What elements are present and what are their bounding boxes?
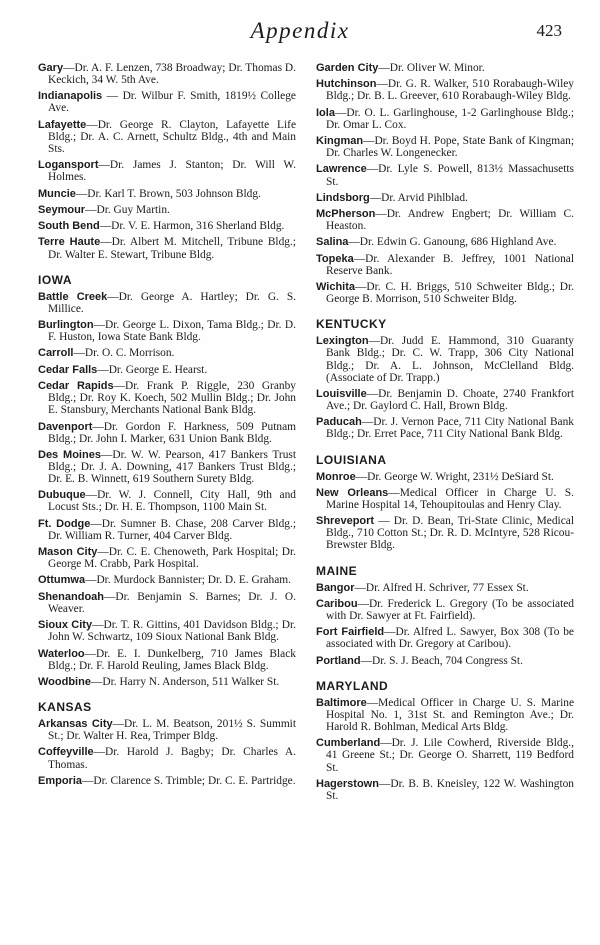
city-name: Lindsborg	[316, 191, 370, 204]
entry-details: —Dr. George E. Hearst.	[97, 363, 208, 376]
directory-entry	[38, 220, 296, 232]
state-heading: KENTUCKY	[316, 317, 387, 332]
page-number: 423	[536, 21, 562, 40]
entry-details: —Dr. Oliver W. Minor.	[378, 62, 485, 74]
entry-details: —Dr. James J. Stanton; Dr. Will W. Holmes.	[48, 159, 296, 184]
city-name: Garden City	[316, 62, 379, 74]
city-name: Indianapolis	[38, 90, 103, 103]
city-name: Kingman	[316, 135, 364, 148]
entry-details: —Dr. George R. Clayton, Lafayette Life Bldg.; Dr. A. C. Arnett, Schultz Bldg., 4th and Main Sts.	[48, 118, 296, 155]
entry-details: —Dr. W. W. Pearson, 417 Bankers Trust Bldg.; Dr. J. A. Downing, 417 Bankers Trust Bldg.; Dr. E. B. Winnett, 619 Southern Surety Bldg.	[48, 448, 296, 486]
directory-entry	[38, 718, 296, 742]
city-name: Dubuque	[38, 489, 86, 502]
directory-entry	[38, 188, 296, 200]
directory-entry	[316, 281, 574, 305]
directory-entry	[38, 449, 296, 485]
directory-entry	[316, 515, 574, 551]
city-name: Carroll	[38, 347, 74, 360]
state-heading: MARYLAND	[316, 678, 389, 693]
directory-entry	[38, 546, 296, 570]
city-name: Shenandoah	[38, 590, 105, 603]
entry-details: —Dr. Lyle S. Powell, 813½ Massachusetts St.	[326, 163, 574, 188]
entry-details: —Dr. Sumner B. Chase, 208 Carver Bldg.; Dr. William R. Turner, 404 Carver Bldg.	[48, 517, 296, 542]
directory-entry	[316, 697, 574, 733]
directory-entry	[316, 626, 574, 650]
city-name: Mason City	[38, 546, 98, 559]
city-name: South Bend	[38, 220, 100, 233]
entry-details: —Dr. S. J. Beach, 704 Congress St.	[360, 654, 523, 667]
entry-details: —Dr. A. F. Lenzen, 738 Broadway; Dr. Thomas D. Keckich, 34 W. 5th Ave.	[48, 62, 296, 87]
directory-entry	[316, 192, 574, 204]
directory-entry	[38, 347, 296, 359]
city-name: Woodbine	[38, 675, 91, 688]
entry-details: —Dr. Harold J. Bagby; Dr. Charles A. Thomas.	[48, 746, 296, 771]
directory-entry	[38, 291, 296, 315]
city-name: Des Moines	[38, 448, 101, 461]
city-name: Gary	[38, 62, 64, 74]
entry-details: —Dr. Karl T. Brown, 503 Johnson Bldg.	[75, 187, 261, 200]
city-name: Ft. Dodge	[38, 517, 91, 530]
entry-details: —Dr. W. J. Connell, City Hall, 9th and Locust Sts.; Dr. H. E. Thompson, 1100 Main St.	[48, 489, 296, 514]
city-name: Battle Creek	[38, 290, 108, 303]
directory-entry	[316, 208, 574, 232]
directory-entry	[316, 471, 574, 483]
entry-details: —Dr. O. C. Morrison.	[73, 347, 175, 360]
city-name: Bangor	[316, 581, 355, 594]
directory-entry	[316, 487, 574, 511]
entry-details: —Dr. Edwin G. Ganoung, 686 Highland Ave.	[348, 236, 557, 249]
city-name: Cumberland	[316, 737, 381, 750]
entry-details: —Dr. Guy Martin.	[85, 203, 170, 216]
directory-entry	[38, 204, 296, 216]
directory-entry	[316, 416, 574, 440]
entry-details: —Dr. Benjamin S. Barnes; Dr. J. O. Weaver.	[48, 590, 296, 615]
entry-details: —Dr. George W. Wright, 231½ DeSiard St.	[355, 470, 554, 483]
entry-details: —Dr. Andrew Engbert; Dr. William C. Heaston.	[326, 208, 574, 233]
entry-details: —Dr. L. M. Beatson, 201½ S. Summit St.; Dr. Walter H. Rea, Trimper Bldg.	[48, 718, 297, 743]
entry-details: —Dr. Alfred H. Schriver, 77 Essex St.	[354, 581, 529, 594]
entry-details: —Dr. Gordon F. Harkness, 509 Putnam Bldg.; Dr. John I. Marker, 631 Union Bank Bldg.	[48, 420, 296, 445]
entry-details: —Dr. G. R. Walker, 510 Rorabaugh-Wiley Bldg.; Dr. B. L. Greever, 610 Rorabaugh-Wiley Bldg.	[326, 78, 574, 103]
directory-entry	[38, 746, 296, 770]
left-column	[38, 62, 296, 791]
directory-entry	[38, 364, 296, 376]
entry-details: —Dr. Harry N. Anderson, 511 Walker St.	[90, 675, 280, 688]
entry-details: —Dr. J. Vernon Pace, 711 City National Bank Bldg.; Dr. Erret Pace, 711 City National Bank Bldg.	[326, 416, 574, 441]
directory-entry	[38, 421, 296, 445]
city-name: Seymour	[38, 203, 86, 216]
entry-details: —Dr. Murdock Bannister; Dr. D. E. Graham.	[85, 574, 292, 587]
city-name: Shreveport	[316, 515, 375, 528]
city-name: Portland	[316, 654, 361, 667]
directory-entry	[316, 253, 574, 277]
directory-entry	[316, 163, 574, 187]
directory-entry	[38, 62, 296, 86]
city-name: Logansport	[38, 159, 99, 172]
city-name: Cedar Falls	[38, 363, 98, 376]
directory-entry	[38, 775, 296, 787]
entry-details: —Dr. Arvid Pihlblad.	[369, 191, 468, 204]
city-name: Lexington	[316, 335, 369, 348]
city-name: Fort Fairfield	[316, 626, 385, 639]
directory-entry	[38, 119, 296, 155]
entry-details: —Dr. E. I. Dunkelberg, 710 James Black Bldg.; Dr. F. Harold Reuling, James Black Bldg.	[48, 647, 296, 672]
directory-entry	[316, 655, 574, 667]
entry-details: —Dr. Boyd H. Pope, State Bank of Kingman; Dr. Charles W. Longenecker.	[326, 135, 574, 160]
directory-entry	[38, 518, 296, 542]
directory-entry	[316, 236, 574, 248]
city-name: Terre Haute	[38, 236, 101, 249]
directory-entry	[38, 489, 296, 513]
entry-details: — Dr. Wilbur F. Smith, 1819½ College Ave.	[48, 90, 296, 115]
directory-entry	[316, 778, 574, 802]
state-heading: KANSAS	[38, 699, 92, 714]
entry-details: —Dr. J. Lile Cowherd, Riverside Bldg., 41 Greene St.; Dr. George O. Sharrett, 119 Bedford St.	[326, 737, 574, 774]
entry-details: —Dr. Clarence S. Trimble; Dr. C. E. Partridge.	[82, 774, 296, 787]
city-name: Emporia	[38, 774, 83, 787]
page-header	[0, 18, 600, 50]
entry-details: —Dr. C. H. Briggs, 510 Schweiter Bldg.; Dr. George B. Morrison, 510 Schweiter Bldg.	[326, 281, 574, 306]
city-name: Topeka	[316, 252, 354, 265]
entry-details: —Dr. George L. Dixon, Tama Bldg.; Dr. D. F. Huston, Iowa State Bank Bldg.	[48, 319, 296, 344]
directory-entry	[316, 135, 574, 159]
directory-entry	[38, 574, 296, 586]
entry-details: —Dr. Alfred L. Sawyer, Box 308 (To be associated with Dr. Gregory at Caribou).	[326, 626, 574, 651]
directory-entry	[316, 737, 574, 773]
city-name: Salina	[316, 236, 349, 249]
directory-entry	[316, 107, 574, 131]
city-name: Louisville	[316, 387, 367, 400]
entry-details: —Dr. Frederick L. Gregory (To be associated with Dr. Sawyer at Ft. Fairfield).	[326, 597, 574, 622]
entry-details: —Dr. Benjamin D. Choate, 2740 Frankfort Ave.; Dr. Gaylord C. Hall, Brown Bldg.	[326, 387, 574, 413]
city-name: Arkansas City	[38, 718, 113, 731]
state-heading: LOUISIANA	[316, 452, 387, 467]
running-title: Appendix	[250, 18, 350, 43]
city-name: McPherson	[316, 208, 376, 221]
city-name: Hagerstown	[316, 777, 379, 790]
city-name: Lafayette	[38, 118, 87, 131]
directory-entry	[316, 582, 574, 594]
city-name: Hutchinson	[316, 78, 377, 91]
directory-entry	[38, 591, 296, 615]
entry-details: —Dr. Frank P. Riggle, 230 Granby Bldg.; Dr. Roy K. Koech, 502 Mullin Bldg.; Dr. John E. Stansbury, Merchants National Bank Bldg.	[48, 380, 296, 417]
directory-entry	[316, 62, 574, 74]
directory-entry	[38, 90, 296, 114]
entry-details: —Medical Officer in Charge U. S. Marine Hospital No. 1, 31st St. and Remington Ave.; Dr. Harold R. Bohlman, Medical Arts Bldg.	[326, 696, 574, 734]
state-heading: MAINE	[316, 563, 358, 578]
city-name: New Orleans	[316, 486, 389, 499]
directory-entry	[38, 319, 296, 343]
city-name: Sioux City	[38, 619, 93, 632]
entry-details: —Dr. Albert M. Mitchell, Tribune Bldg.; Dr. Walter E. Stewart, Tribune Bldg.	[48, 236, 296, 261]
entry-details: — Dr. D. Bean, Tri-State Clinic, Medical Bldg., 710 Cotton St.; Dr. R. D. McIntyre, 528 Ricou-Brewster Bldg.	[326, 515, 574, 552]
city-name: Ottumwa	[38, 574, 86, 587]
entry-details: —Dr. George A. Hartley; Dr. G. S. Millice.	[48, 290, 296, 315]
city-name: Burlington	[38, 319, 94, 332]
entry-details: —Dr. O. L. Garlinghouse, 1-2 Garlinghouse Bldg.; Dr. Omar L. Cox.	[326, 106, 574, 131]
directory-entry	[38, 676, 296, 688]
city-name: Coffeyville	[38, 746, 94, 759]
city-name: Davenport	[38, 420, 93, 433]
entry-details: —Dr. V. E. Harmon, 316 Sherland Bldg.	[99, 220, 285, 233]
entry-details: —Dr. B. B. Kneisley, 122 W. Washington St.	[326, 777, 574, 802]
directory-entry	[316, 78, 574, 102]
right-column	[316, 62, 574, 806]
city-name: Lawrence	[316, 163, 367, 176]
city-name: Iola	[316, 106, 335, 119]
entry-details: —Dr. T. R. Gittins, 401 Davidson Bldg.; Dr. John W. Schwartz, 109 Sioux National Bank Bldg.	[48, 619, 296, 644]
directory-entry	[38, 380, 296, 416]
directory-entry	[38, 648, 296, 672]
entry-details: —Medical Officer in Charge U. S. Marine Hospital 14, Tehoupitoulas and Henry Clay.	[326, 486, 574, 511]
directory-entry	[38, 159, 296, 183]
state-heading: IOWA	[38, 272, 72, 287]
city-name: Muncie	[38, 187, 76, 200]
city-name: Caribou	[316, 597, 358, 610]
entry-details: —Dr. Alexander B. Jeffrey, 1001 National Reserve Bank.	[326, 252, 574, 277]
city-name: Waterloo	[38, 647, 85, 660]
city-name: Wichita	[316, 281, 356, 294]
entry-details: —Dr. C. E. Chenoweth, Park Hospital; Dr. George M. Crabb, Park Hospital.	[48, 546, 296, 571]
city-name: Monroe	[316, 470, 356, 483]
city-name: Baltimore	[316, 696, 367, 709]
directory-entry	[316, 598, 574, 622]
city-name: Paducah	[316, 416, 362, 429]
directory-entry	[316, 388, 574, 412]
directory-entry	[316, 335, 574, 383]
directory-entry	[38, 236, 296, 260]
entry-details: —Dr. Judd E. Hammond, 310 Guaranty Bank Bldg.; Dr. C. W. Trapp, 306 City National Bldg.; Dr. A. L. Johnson, McClelland Bldg. (Associate of Dr. Trapp.)	[326, 335, 574, 384]
directory-entry	[38, 619, 296, 643]
city-name: Cedar Rapids	[38, 380, 114, 393]
